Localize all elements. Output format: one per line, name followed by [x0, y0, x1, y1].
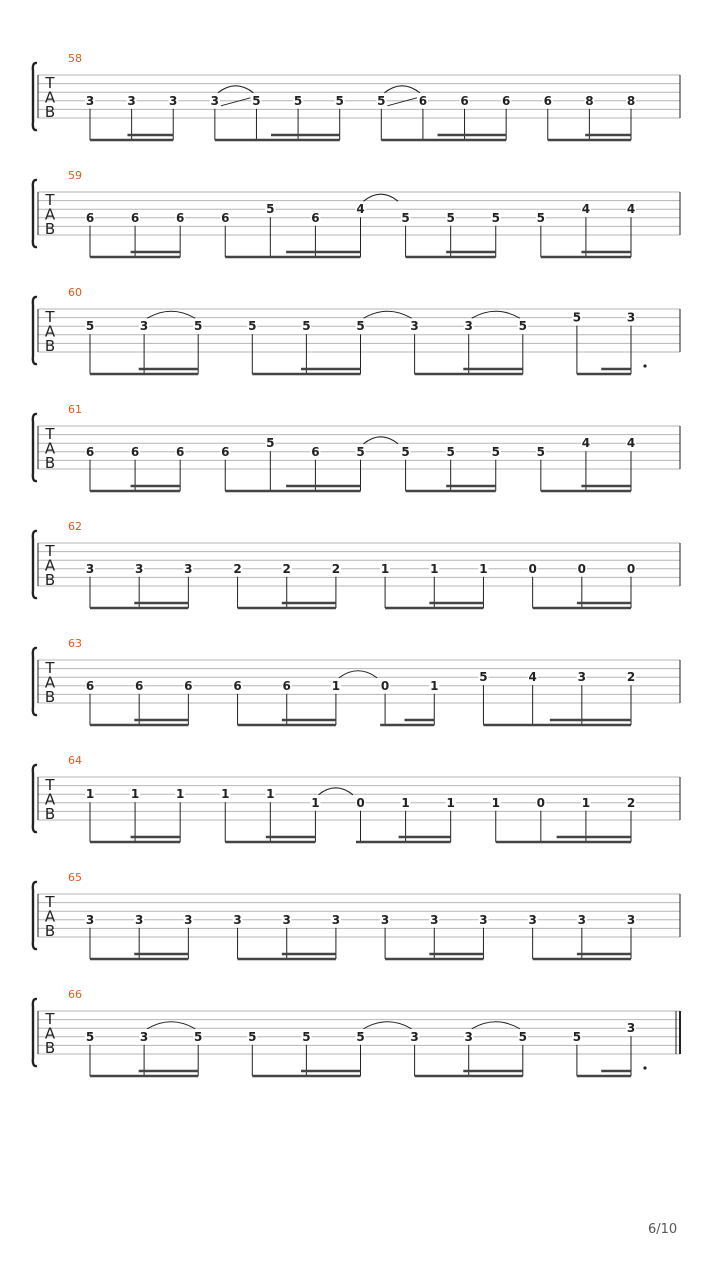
fret-number: 0 [380, 678, 390, 693]
fret-number: 3 [85, 93, 95, 108]
fret-number: 6 [501, 93, 511, 108]
tab-clef-letter: A [44, 322, 56, 341]
measure-number: 58 [68, 52, 82, 65]
fret-number: 3 [85, 912, 95, 927]
fret-number: 1 [221, 787, 230, 802]
fret-number: 0 [536, 795, 546, 810]
fret-number: 3 [169, 93, 178, 108]
fret-number: 6 [184, 678, 193, 693]
fret-number: 3 [210, 93, 220, 108]
fret-number: 4 [356, 202, 365, 217]
fret-number: 3 [139, 319, 149, 334]
measure-number: 64 [68, 754, 82, 767]
fret-number: 5 [252, 93, 261, 108]
fret-number: 3 [430, 912, 439, 927]
fret-number: 3 [184, 912, 193, 927]
tab-clef-letter: B [44, 220, 56, 238]
fret-number: 0 [577, 561, 586, 576]
tab-clef-letter: B [44, 688, 56, 706]
tab-clef-letter: B [44, 805, 56, 823]
tab-clef-letter: T [45, 542, 55, 560]
fret-number: 0 [356, 795, 365, 810]
tab-clef-letter: A [44, 556, 56, 575]
rhythm-dot [643, 1066, 646, 1069]
fret-number: 3 [127, 93, 136, 108]
tab-clef-letter: B [44, 337, 56, 355]
fret-number: 6 [221, 210, 230, 225]
tab-clef-letter: A [44, 907, 56, 926]
measure-number: 59 [68, 169, 82, 182]
fret-number: 2 [626, 795, 636, 810]
fret-number: 1 [380, 561, 390, 576]
tab-clef-letter: T [45, 308, 55, 326]
fret-number: 1 [479, 561, 488, 576]
fret-number: 1 [401, 795, 410, 810]
fret-number: 1 [491, 795, 500, 810]
fret-number: 5 [446, 210, 455, 225]
fret-number: 5 [377, 93, 386, 108]
fret-number: 3 [184, 561, 193, 576]
tab-clef-letter: T [45, 776, 55, 794]
fret-number: 5 [335, 93, 344, 108]
fret-number: 3 [626, 912, 636, 927]
fret-number: 2 [626, 670, 636, 685]
fret-number: 5 [518, 1029, 527, 1044]
fret-number: 0 [626, 561, 636, 576]
fret-number: 1 [446, 795, 455, 810]
fret-number: 2 [331, 561, 341, 576]
rhythm-dot [643, 364, 646, 367]
fret-number: 6 [311, 444, 320, 459]
tab-clef-letter: A [44, 205, 56, 224]
fret-number: 3 [380, 912, 390, 927]
fret-number: 5 [491, 210, 500, 225]
tab-clef-letter: T [45, 659, 55, 677]
fret-number: 6 [233, 678, 242, 693]
fret-number: 1 [581, 795, 591, 810]
fret-number: 3 [135, 561, 144, 576]
fret-number: 6 [135, 678, 144, 693]
page-number: 6/10 [648, 1222, 678, 1237]
slide-line [221, 98, 251, 106]
fret-number: 1 [311, 795, 320, 810]
tab-clef-letter: A [44, 673, 56, 692]
fret-number: 5 [518, 319, 527, 334]
fret-number: 5 [536, 210, 546, 225]
system-bracket [33, 180, 37, 247]
fret-number: 4 [626, 202, 636, 217]
fret-number: 5 [572, 310, 582, 325]
system-bracket [33, 999, 37, 1066]
measure-number: 60 [68, 286, 82, 299]
fret-number: 6 [221, 444, 230, 459]
fret-number: 5 [491, 444, 500, 459]
fret-number: 3 [479, 912, 488, 927]
fret-number: 6 [418, 93, 428, 108]
fret-number: 1 [130, 787, 140, 802]
fret-number: 1 [85, 787, 95, 802]
fret-number: 3 [626, 1021, 636, 1036]
fret-number: 3 [331, 912, 341, 927]
system-bracket [33, 63, 37, 130]
fret-number: 5 [266, 202, 275, 217]
tab-clef-letter: A [44, 1024, 56, 1043]
fret-number: 3 [233, 912, 242, 927]
fret-number: 4 [581, 202, 591, 217]
fret-number: 6 [460, 93, 469, 108]
fret-number: 4 [528, 670, 537, 685]
fret-number: 5 [356, 1029, 365, 1044]
tab-clef-letter: A [44, 88, 56, 107]
system-bracket [33, 648, 37, 715]
fret-number: 5 [401, 210, 410, 225]
fret-number: 6 [130, 210, 140, 225]
fret-number: 1 [430, 561, 439, 576]
fret-number: 3 [464, 319, 473, 334]
fret-number: 3 [410, 319, 419, 334]
fret-number: 5 [446, 444, 455, 459]
fret-number: 5 [194, 1029, 203, 1044]
system-bracket [33, 414, 37, 481]
system-bracket [33, 297, 37, 364]
tab-clef-letter: T [45, 1010, 55, 1028]
fret-number: 5 [293, 93, 303, 108]
measure-number: 66 [68, 988, 82, 1001]
fret-number: 1 [430, 678, 439, 693]
fret-number: 6 [282, 678, 291, 693]
fret-number: 5 [536, 444, 546, 459]
fret-number: 5 [194, 319, 203, 334]
fret-number: 6 [85, 444, 95, 459]
fret-number: 3 [577, 670, 586, 685]
fret-number: 0 [528, 561, 537, 576]
measure-number: 63 [68, 637, 82, 650]
tab-clef-letter: B [44, 103, 56, 121]
fret-number: 8 [585, 93, 594, 108]
measure-number: 61 [68, 403, 82, 416]
fret-number: 1 [266, 787, 275, 802]
fret-number: 3 [410, 1029, 419, 1044]
slide-line [387, 98, 417, 106]
fret-number: 3 [528, 912, 537, 927]
system-bracket [33, 531, 37, 598]
system-bracket [33, 765, 37, 832]
fret-number: 5 [266, 436, 275, 451]
fret-number: 5 [401, 444, 410, 459]
fret-number: 6 [85, 210, 95, 225]
tab-clef-letter: T [45, 74, 55, 92]
tab-clef-letter: B [44, 1039, 56, 1057]
fret-number: 5 [572, 1029, 582, 1044]
fret-number: 6 [130, 444, 140, 459]
tab-clef-letter: T [45, 191, 55, 209]
fret-number: 5 [356, 319, 365, 334]
tab-clef-letter: T [45, 893, 55, 911]
measure-number: 62 [68, 520, 82, 533]
fret-number: 4 [626, 436, 636, 451]
fret-number: 4 [581, 436, 591, 451]
fret-number: 6 [543, 93, 552, 108]
fret-number: 3 [139, 1029, 149, 1044]
tab-clef-letter: T [45, 425, 55, 443]
fret-number: 6 [175, 444, 185, 459]
fret-number: 8 [626, 93, 636, 108]
fret-number: 1 [331, 678, 341, 693]
tab-clef-letter: B [44, 571, 56, 589]
fret-number: 3 [85, 561, 95, 576]
fret-number: 3 [135, 912, 144, 927]
fret-number: 1 [175, 787, 185, 802]
fret-number: 3 [626, 310, 636, 325]
fret-number: 5 [302, 1029, 311, 1044]
fret-number: 5 [248, 1029, 257, 1044]
fret-number: 5 [85, 319, 95, 334]
tab-clef-letter: A [44, 790, 56, 809]
fret-number: 2 [233, 561, 242, 576]
tab-clef-letter: B [44, 922, 56, 940]
fret-number: 3 [464, 1029, 473, 1044]
fret-number: 5 [248, 319, 257, 334]
fret-number: 6 [311, 210, 320, 225]
fret-number: 5 [356, 444, 365, 459]
measure-number: 65 [68, 871, 82, 884]
fret-number: 6 [175, 210, 185, 225]
fret-number: 5 [302, 319, 311, 334]
fret-number: 6 [85, 678, 95, 693]
tab-clef-letter: A [44, 439, 56, 458]
fret-number: 5 [479, 670, 488, 685]
fret-number: 3 [577, 912, 586, 927]
fret-number: 2 [282, 561, 291, 576]
fret-number: 5 [85, 1029, 95, 1044]
system-bracket [33, 882, 37, 949]
fret-number: 3 [282, 912, 291, 927]
tab-clef-letter: B [44, 454, 56, 472]
